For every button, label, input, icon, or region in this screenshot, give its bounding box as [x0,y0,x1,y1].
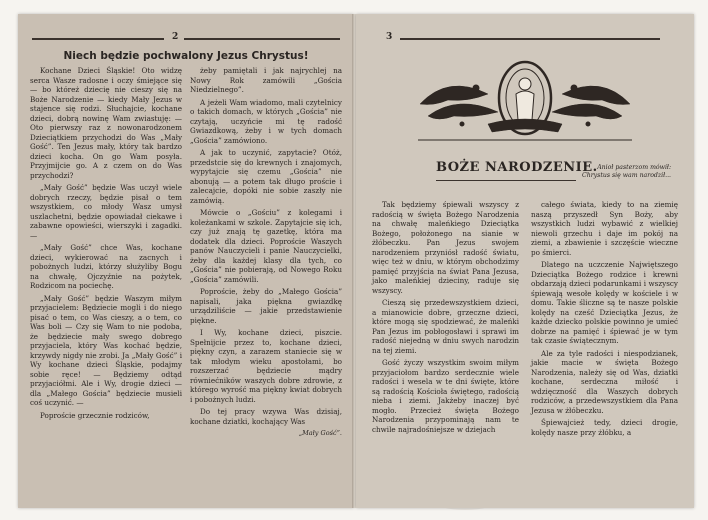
paragraph: żeby pamiętali i jak najrychlej na Nowy Rok zamówili „Gościa Niedzielnego”. [190,66,342,94]
paragraph: Mówcie o „Gościu” z kolegami i koleżankami w szkole. Zapytajcie się ich, czy już znają tę gazetkę, która ma dodatek dla dzieci. Poproście Waszych panów Nauczycieli i panie Nauczycielki, żeby dla każdej klasy dla tych, co „Gościa” nie pobierają, od Nowego Roku „Gościa” zamówili. [190,208,342,284]
paragraph: „Mały Gość” chce Was, kochane dzieci, wykierować na zacnych i pobożnych ludzi, którzy służyliby Bogu na chwałę, Ojczyźnie na pożytek, Rodzicom na pociechę. [30,243,182,290]
page-number: 2 [172,32,179,42]
title-underline [436,180,576,181]
header-rule [400,38,660,40]
paragraph: Tak będziemy śpiewali wszyscy z radością w święta Bożego Narodzenia na chwałę maleńkiego Dzieciątka Bożego, położonego na sianie w żłóbeczku. Pan Jezus swojem narodzeniem przyniósł radość światu, więc też w dniu, w którym obchodzimy pamięć przyjścia na świat Pana Jezusa, jako maleńkiej dzieciny, raduje się wszyscy. [372,200,519,295]
right-page [356,14,694,508]
text-column-1 [372,200,519,440]
paragraph: Śpiewajcież tedy, dzieci drogie, kolędy nasze przy żłóbku, a [531,418,678,437]
paragraph: Gość życzy wszystkim swoim miłym przyjaciołom bardzo serdecznie wiele radości i wesela w te dni święte, które są radością Kościoła świętego, radością nieba i ziemi. Jakżeby inaczej być mogło. Przecież święta Bożego Narodzenia przypominają nam te chwile najradośniejsze w dziejach [372,358,519,434]
nativity-ornament-illustration [418,54,632,144]
paragraph: Cieszą się przedewszystkiem dzieci, a mianowicie dobre, grzeczne dzieci, które mogą się spodziewać, że maleńki Pan Jezus im pobłogosławi i sprawi im radość niejedną w dniu swych narodzin na tej ziemi. [372,298,519,355]
paragraph: „Mały Gość” będzie Waszym miłym przyjacielem: Będziecie mogli i do niego pisać o tem, co Was cieszy, a o tem, co Was boli — Czy się Wam to nie podoba, że będziecie mały swego dobrego przyjaciela, który Was kochać będzie, krzywdy nigdy nie zrobi. Ja „Mały Gość” i Wy kochane dzieci Śląskie, podajmy sobie ręce! — Będziemy odtąd przyjaciółmi. Ale i Wy, drogie dzieci — dla „Małego Gościa” będziecie musieli coś uczynić. — [30,293,182,407]
epigraph-line: Chrystus się wam narodził... [582,172,672,179]
paragraph: Do tej pracy wzywa Was dzisiaj, kochane dziatki, kochający Was [190,407,342,426]
paragraph: Poproście grzecznie rodziców, [40,410,150,420]
paragraph: A jeżeli Wam wiadomo, mali czytelnicy o takich domach, w których „Gościa” nie czytają, uczyńcie mi tę radość Gwiazdkową, żeby i w tych domach „Gościa” zamówiono. [190,97,342,145]
paragraph: Dlatego na uczczenie Najwiętszego Dzieciątka Bożego rodzice i krewni obdarzają dzieci podarunkami i wszyscy śpiewają wesołe kolędy w kościele i w domu. Takie śliczne są te nasze polskie kolędy na cześć Dzieciątka Jezus, że każde dziecko polskie powinno je umieć dobrze na pamięć i śpiewać je w tym tak czasie świątecznym. [531,260,678,345]
paragraph: Ale za tyle radości i niespodzianek, jakie macie w święta Bożego Narodzenia, należy się od Was, dziatki kochane, serdeczna miłość i wdzięczność dla Waszych dobrych rodziców, a przedewszystkiem dla Pana Jezusa w żłóbeczku. [531,348,678,415]
text-column-1 [30,66,182,439]
paragraph: A jak to uczynić, zapytacie? Otóż, przedstcie się do krewnych i znajomych, wypytajcie się czemu „Gościa” nie abonują — a potem tak długo proście i zalecajcie, dopóki nie sobie zaszły nie zamówią. [190,148,342,205]
paragraph: „Mały Gość” będzie Was uczył wiele dobrych rzeczy, będzie pisał o tem wszystkiem, co młody Wasz umysł uszlachetni, będzie opowiadał ciekawe i zabawne opowieści, wierszyki i zagadki. — [30,183,182,240]
page-title: Niech będzie pochwalony Jezus Chrystus! [63,50,309,62]
left-page [18,14,354,508]
paragraph: I Wy, kochane dzieci, piszcie. Spełnijcie przez to, kochane dzieci, piękny czyn, a zarazem staniecie się w tak młodym wieku apostołami, bo rozszerzać będziecie mądry równiećników waszych dobre zdrowie, z którego wyrość ma piękny kwiat dobrych i pobożnych ludzi. [190,328,342,404]
signature: „Mały Gość”. [298,429,342,437]
text-column-2 [190,66,342,439]
text-columns [372,200,678,440]
article-title: BOŻE NARODZENIE. [436,160,598,175]
paragraph: całego świata, kiedy to na ziemię naszą przyszedł Syn Boży, aby wszystkich ludzi wybawić z wielkiej niewoli grzechu i daje im pokój na ziemi, a zbawienie i szczęście wieczne po śmierci. [531,200,678,257]
page-number: 3 [386,32,393,42]
text-column-2 [531,200,678,440]
paragraph: Kochane Dzieci Śląskie! Oto widzę serca Wasze radosne i oczy śmiejące się — bo któreż dziecię nie cieszy się na Boże Narodzenie — kiedy Mały Jezus w stajence się rodzi. Słuchajcie, kochane dzieci, dobrą nowinę Wam zwiastuję: — Oto pierwszy raz z nowonarodzonem Dzieciątkiem przychodzi do Was „Mały Gość”. Ten Jezus mały, który tak bardzo dzieci kocha. On go Wam posyła. Przyjmijcie go. A z czem on do Was przychodzi? [30,66,182,180]
header-rule [184,38,340,40]
epigraph-line: Anioł pasterzom mówił: [597,164,672,171]
header-rule [32,38,164,40]
text-columns [30,66,342,439]
paragraph: Poproście, żeby do „Małego Gościa” napisali, jaka piękna gwiazdkę urządziliście — jakie przedstawienie piękne. [190,287,342,325]
epigraph [582,164,671,180]
